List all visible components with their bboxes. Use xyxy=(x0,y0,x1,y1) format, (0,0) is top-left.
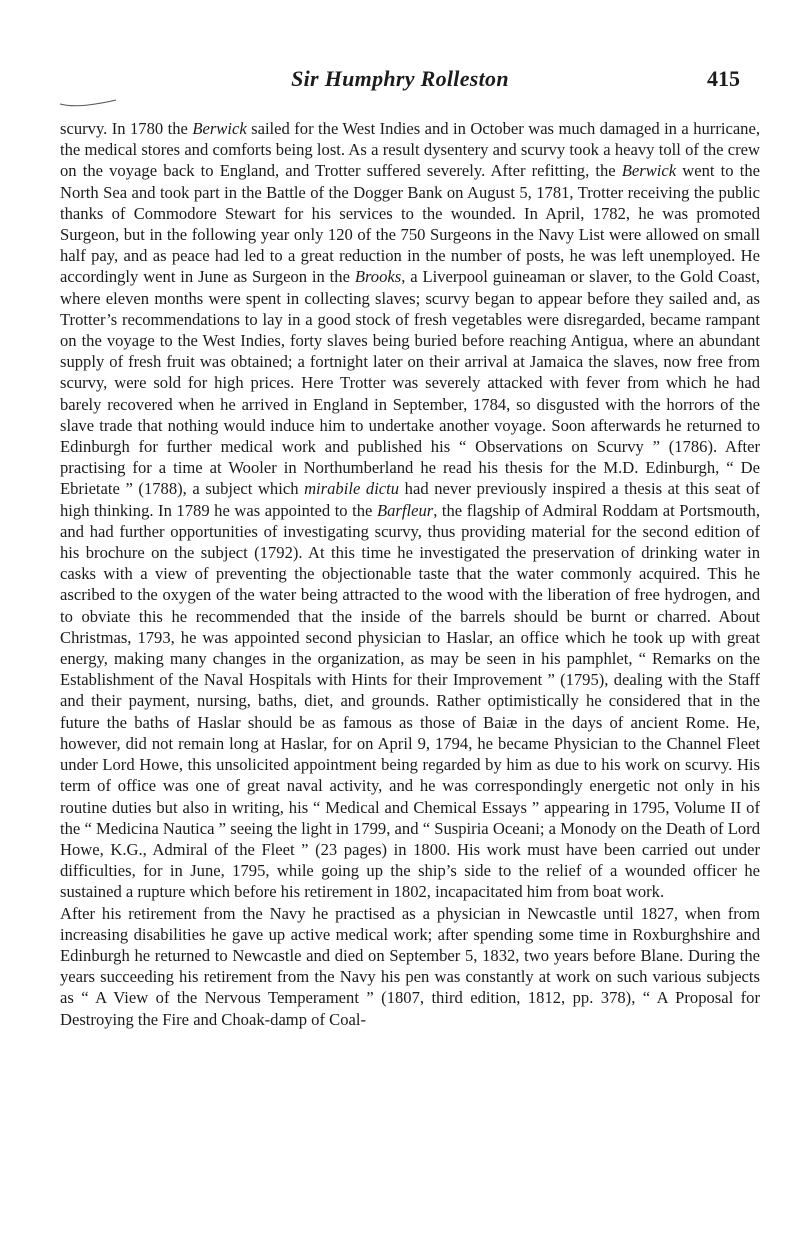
text-run: sailed for the West Indies and in October was much damaged in a hurricane, the medical stores and comforts being lost. As a result dysentery and scurvy took a heavy toll of the crew on the voyage back to England, and Trotter suffered severely. After refitting, the xyxy=(60,119,760,181)
paragraph xyxy=(60,118,760,903)
italic-text: Barfleur xyxy=(376,500,434,520)
text-run: scurvy. In 1780 the xyxy=(60,119,193,138)
printer-mark-icon xyxy=(58,94,118,108)
running-head-title: Sir Humphry Rolleston xyxy=(291,66,509,91)
running-head xyxy=(0,66,800,106)
text-run: , a Liverpool guineaman or slaver, to the Gold Coast, where eleven months were spent in collecting slaves; scurvy began to appear before they sailed and, as Trotter’s recommendations to lay in a good stock of fresh vegetables were disregarded, became rampant on the voyage to the West Indies, forty slaves being buried before reaching Antigua, where an abundant supply of fresh fruit was obtained; a fortnight later on their arrival at Jamaica the slaves, now free from scurvy, were sold for high prices. Here Trotter was severely attacked with fever from which he had barely recovered when he arrived in England in September, 1784, so disgusted with the horrors of the slave trade that nothing would induce him to undertake another voyage. Soon afterwards he returned to Edinburgh for further medical work and published his “ Observations on Scurvy ” (1786). After practising for a time at Wooler in Northumberland he read his thesis for the M.D. Edinburgh, “ De Ebrietate ” (1788), a subject which xyxy=(60,267,760,499)
text-run: went to the North Sea and took part in the Battle of the Dogger Bank on August 5, 1781, Trotter receiving the public thanks of Commodore Stewart for his services to the wounded. In April, 1782, he was promoted Surgeon, but in the following year only 120 of the 750 Surgeons in the Navy List were allowed on small half pay, and as peace had led to a great reduction in the number of posts, he was left unemployed. He accordingly went in June as Surgeon in the xyxy=(60,161,760,287)
italic-text: Berwick xyxy=(192,119,247,138)
body-text xyxy=(60,118,760,1030)
text-run: After his retirement from the Navy he practised as a physician in Newcastle until 1827, when from increasing disabilities he gave up active medical work; after spending some time in Roxburghshire and Edinburgh he returned to Newcastle and died on September 5, 1832, two years before Blane. During the years succeeding his retirement from the Navy his pen was constantly at work on such various subjects as “ A View of the Nervous Temperament ” (1807, third edition, 1812, pp. 378), “ A Proposal for Destroying the Fire and Choak-damp of Coal- xyxy=(60,903,760,1029)
italic-text: Berwick xyxy=(621,161,677,181)
text-run: had never previously inspired a thesis at this seat of high thinking. In 1789 he was appointed to the xyxy=(60,479,760,520)
paragraph xyxy=(60,903,760,1030)
text-run: , the flagship of Admiral Roddam at Portsmouth, and had further opportunities of investigating scurvy, thus providing material for the second edition of his brochure on the subject (1792). At this time he investigated the preservation of drinking water in casks with a view of preventing the objectionable taste that the water commonly acquired. This he ascribed to the oxygen of the water being attracted to the wood with the liberation of free hydrogen, and to obviate this he recommended that the inside of the barrels should be burnt or charred. About Christmas, 1793, he was appointed second physician to Haslar, an office which he took up with great energy, making many changes in the organization, as may be seen in his pamphlet, “ Remarks on the Establishment of the Naval Hospitals with Hints for their Improvement ” (1795), dealing with the Staff and their payment, nursing, baths, diet, and grounds. Rather optimistically he considered that in the future the baths of Haslar should be as famous as those of Baiæ in the days of ancient Rome. He, however, did not remain long at Haslar, for on April 9, 1794, he became Physician to the Channel Fleet under Lord Howe, this unsolicited appointment being regarded by him as due to his work on scurvy. His term of office was one of great naval activity, and he was correspondingly energetic not only in his routine duties but also in writing, his “ Medical and Chemical Essays ” appearing in 1795, Volume II of the “ Medicina Nautica ” seeing the light in 1799, and “ Suspiria Oceani; a Monody on the Death of Lord Howe, K.G., Admiral of the Fleet ” (23 pages) in 1800. His work must have been carried out under difficulties, for in June, 1795, while going up the ship’s side to the relief of a wounded officer he sustained a rupture which before his retirement in 1802, incapacitated him from boat work. xyxy=(60,500,760,902)
italic-text: Brooks xyxy=(354,267,402,287)
italic-text: mirabile dictu xyxy=(304,479,400,499)
page-number: 415 xyxy=(707,66,740,91)
